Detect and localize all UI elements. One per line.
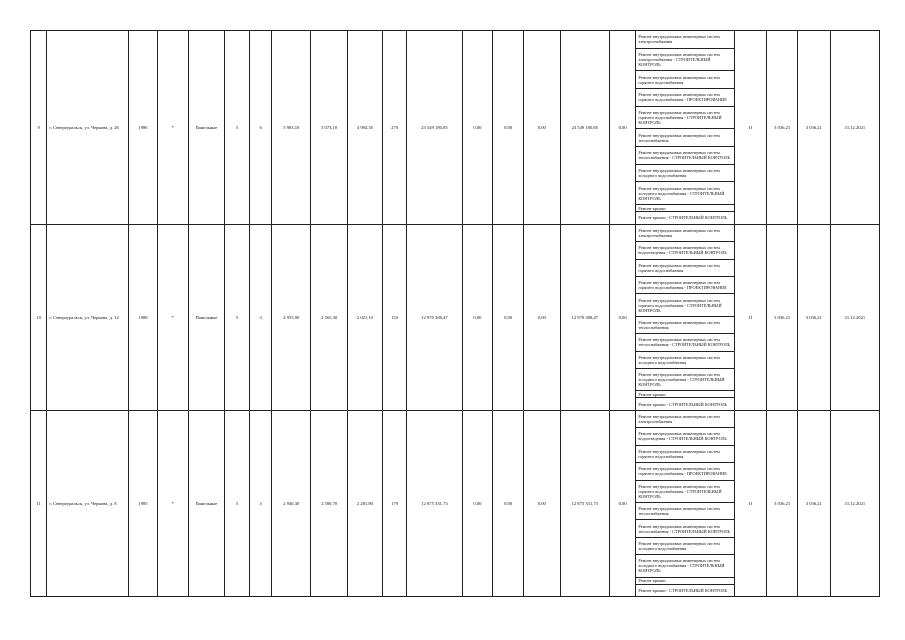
- wall-material-cell: Панельные: [188, 31, 225, 225]
- work-item: Ремонт внутридомовых инженерных систем теплоснабжения - СТРОИТЕЛЬНЫЙ КОНТРОЛЬ: [636, 334, 733, 351]
- work-item: Ремонт внутридомовых инженерных систем горячего водоснабжения - ПРОЕКТИРОВАНИЕ: [636, 89, 733, 107]
- mark-cell: *: [157, 31, 188, 225]
- floors-cell: 5: [225, 31, 250, 225]
- mark-cell: *: [157, 410, 188, 596]
- fund-2-cell: 0,00: [493, 410, 524, 596]
- work-item: Ремонт внутридомовых инженерных систем горячего водоснабжения: [636, 446, 733, 463]
- works-list-cell: [636, 224, 734, 410]
- address-cell: г. Североуральск, ул. Чернова, д. 8: [47, 410, 129, 596]
- works-list: [636, 31, 733, 224]
- floors-cell: 5: [225, 410, 250, 596]
- document-page: [30, 30, 880, 597]
- work-item: Ремонт внутридомовых инженерных систем горячего водоснабжения - ПРОЕКТИРОВАНИЕ: [636, 463, 733, 480]
- build-year-cell: 1986: [129, 31, 158, 225]
- unit-cost-cell: 3 036,21: [767, 31, 798, 225]
- residential-area-cell: 2 021,10: [348, 224, 383, 410]
- work-item: Ремонт крыши - СТРОИТЕЛЬНЫЙ КОНТРОЛЬ: [638, 215, 728, 221]
- work-item: Ремонт внутридомовых инженерных систем электроснабжения: [636, 411, 733, 428]
- work-item: Ремонт крыши: [636, 578, 733, 585]
- fund-2-cell: 0,00: [493, 224, 524, 410]
- premises-area-cell: 2 565,30: [311, 224, 348, 410]
- wall-material-cell: Панельные: [188, 224, 225, 410]
- premises-area-cell: 5 073,10: [311, 31, 348, 225]
- works-list-cell: [636, 410, 734, 596]
- fund-1-cell: 0,00: [462, 31, 493, 225]
- work-item: Ремонт внутридомовых инженерных систем горячего водоснабжения: [636, 71, 733, 89]
- work-item: Ремонт внутридомовых инженерных систем холодного водоснабжения - СТРОИТЕЛЬНЫЙ КОНТРОЛЬ: [636, 182, 733, 205]
- repair-plan-table: [30, 30, 880, 597]
- fund-3-cell: 0,00: [523, 410, 560, 596]
- work-item: Ремонт внутридомовых инженерных систем теплоснабжения: [636, 503, 733, 520]
- work-item: Ремонт внутридомовых инженерных систем холодного водоснабжения: [636, 165, 733, 183]
- row-number: 10: [31, 224, 47, 410]
- work-item: Ремонт внутридомовых инженерных систем горячего водоснабжения - СТРОИТЕЛЬНЫЙ КОНТРОЛЬ: [636, 107, 733, 130]
- floors-cell: 5: [225, 224, 250, 410]
- work-item: Ремонт внутридомовых инженерных систем холодного водоснабжения: [636, 352, 733, 369]
- work-item: Ремонт крыши: [636, 391, 733, 398]
- work-item: Ремонт крыши - СТРОИТЕЛЬНЫЙ КОНТРОЛЬ: [638, 587, 728, 593]
- works-list-cell: [636, 31, 734, 225]
- build-year-cell: 1988: [129, 224, 158, 410]
- fund-3-cell: 0,00: [523, 224, 560, 410]
- work-item: Ремонт крыши - СТРОИТЕЛЬНЫЙ КОНТРОЛЬ: [638, 401, 728, 407]
- work-item: Ремонт внутридомовых инженерных систем холодного водоснабжения: [636, 538, 733, 555]
- fund-2-cell: 0,00: [493, 31, 524, 225]
- table-row: [31, 31, 880, 225]
- entrances-cell: 3: [249, 224, 272, 410]
- work-item: Ремонт внутридомовых инженерных систем теплоснабжения - СТРОИТЕЛЬНЫЙ КОНТРОЛЬ: [636, 520, 733, 537]
- work-item: Ремонт внутридомовых инженерных систем теплоснабжения: [636, 129, 733, 147]
- work-item: Ремонт внутридомовых инженерных систем горячего водоснабжения - ПРОЕКТИРОВАНИЕ: [636, 277, 733, 294]
- entrances-cell: 6: [249, 31, 272, 225]
- limit-cost-cell: 3 036,21: [798, 410, 831, 596]
- unit-cost-cell: 3 036,21: [767, 224, 798, 410]
- limit-cost-cell: 3 036,21: [798, 224, 831, 410]
- total-area-cell: 2 955,90: [272, 224, 311, 410]
- works-list: [636, 411, 733, 596]
- work-item: Ремонт внутридомовых инженерных систем горячего водоснабжения: [636, 260, 733, 277]
- work-item: Ремонт внутридомовых инженерных систем электроснабжения: [636, 225, 733, 242]
- total-cost-cell: 12 970 388,47: [407, 224, 462, 410]
- entrances-cell: 3: [249, 410, 272, 596]
- work-item: Ремонт крыши: [636, 205, 733, 212]
- total-area-cell: 2 946,30: [272, 410, 311, 596]
- owners-fund-cell: 12 875 331,73: [560, 410, 609, 596]
- residential-area-cell: 4 984,35: [348, 31, 383, 225]
- residents-cell: 270: [382, 31, 407, 225]
- work-item: Ремонт внутридомовых инженерных систем водоотведения - СТРОИТЕЛЬНЫЙ КОНТРОЛЬ: [636, 242, 733, 259]
- work-item: Ремонт внутридомовых инженерных систем теплоснабжения - СТРОИТЕЛЬНЫЙ КОНТРОЛЬ: [636, 147, 733, 165]
- code-cell: II: [734, 410, 767, 596]
- residential-area-cell: 2 281,80: [348, 410, 383, 596]
- unit-cost-cell: 3 036,21: [767, 410, 798, 596]
- address-cell: г. Североуральск, ул. Чернова, д. 26: [47, 31, 129, 225]
- premises-area-cell: 2 580,70: [311, 410, 348, 596]
- fund-1-cell: 0,00: [462, 410, 493, 596]
- work-item: Ремонт внутридомовых инженерных систем холодного водоснабжения - СТРОИТЕЛЬНЫЙ КОНТРОЛЬ: [636, 555, 733, 577]
- table-row: [31, 410, 880, 596]
- fund-3-cell: 0,00: [523, 31, 560, 225]
- work-item: Ремонт внутридомовых инженерных систем водоотведения - СТРОИТЕЛЬНЫЙ КОНТРОЛЬ: [636, 428, 733, 445]
- row-number: 9: [31, 31, 47, 225]
- fund-4-cell: 0,00: [609, 410, 636, 596]
- work-item: Ремонт внутридомовых инженерных систем горячего водоснабжения - СТРОИТЕЛЬНЫЙ КОНТРОЛЬ: [636, 481, 733, 503]
- fund-4-cell: 0,00: [609, 224, 636, 410]
- total-area-cell: 5 983,10: [272, 31, 311, 225]
- fund-1-cell: 0,00: [462, 224, 493, 410]
- build-year-cell: 1985: [129, 410, 158, 596]
- residents-cell: 133: [382, 224, 407, 410]
- deadline-cell: 31.12.2021: [830, 410, 879, 596]
- work-item: Ремонт внутридомовых инженерных систем горячего водоснабжения - СТРОИТЕЛЬНЫЙ КОНТРОЛЬ: [636, 294, 733, 316]
- code-cell: II: [734, 31, 767, 225]
- deadline-cell: 31.12.2021: [830, 31, 879, 225]
- residents-cell: 179: [382, 410, 407, 596]
- deadline-cell: 31.12.2021: [830, 224, 879, 410]
- table-row: [31, 224, 880, 410]
- owners-fund-cell: 12 970 388,47: [560, 224, 609, 410]
- work-item: Ремонт внутридомовых инженерных систем теплоснабжения: [636, 317, 733, 334]
- code-cell: II: [734, 224, 767, 410]
- total-cost-cell: 12 875 331,73: [407, 410, 462, 596]
- fund-4-cell: 0,00: [609, 31, 636, 225]
- owners-fund-cell: 23 549 180,85: [560, 31, 609, 225]
- work-item: Ремонт внутридомовых инженерных систем холодного водоснабжения - СТРОИТЕЛЬНЫЙ КОНТРОЛЬ: [636, 369, 733, 391]
- work-item: Ремонт внутридомовых инженерных систем электроснабжения: [636, 31, 733, 49]
- wall-material-cell: Панельные: [188, 410, 225, 596]
- limit-cost-cell: 3 036,21: [798, 31, 831, 225]
- total-cost-cell: 23 549 180,85: [407, 31, 462, 225]
- mark-cell: *: [157, 224, 188, 410]
- address-cell: г. Североуральск, ул. Чернова, д. 12: [47, 224, 129, 410]
- work-item: Ремонт внутридомовых инженерных систем электроснабжения - СТРОИТЕЛЬНЫЙ КОНТРОЛЬ: [636, 49, 733, 72]
- works-list: [636, 225, 733, 410]
- row-number: 11: [31, 410, 47, 596]
